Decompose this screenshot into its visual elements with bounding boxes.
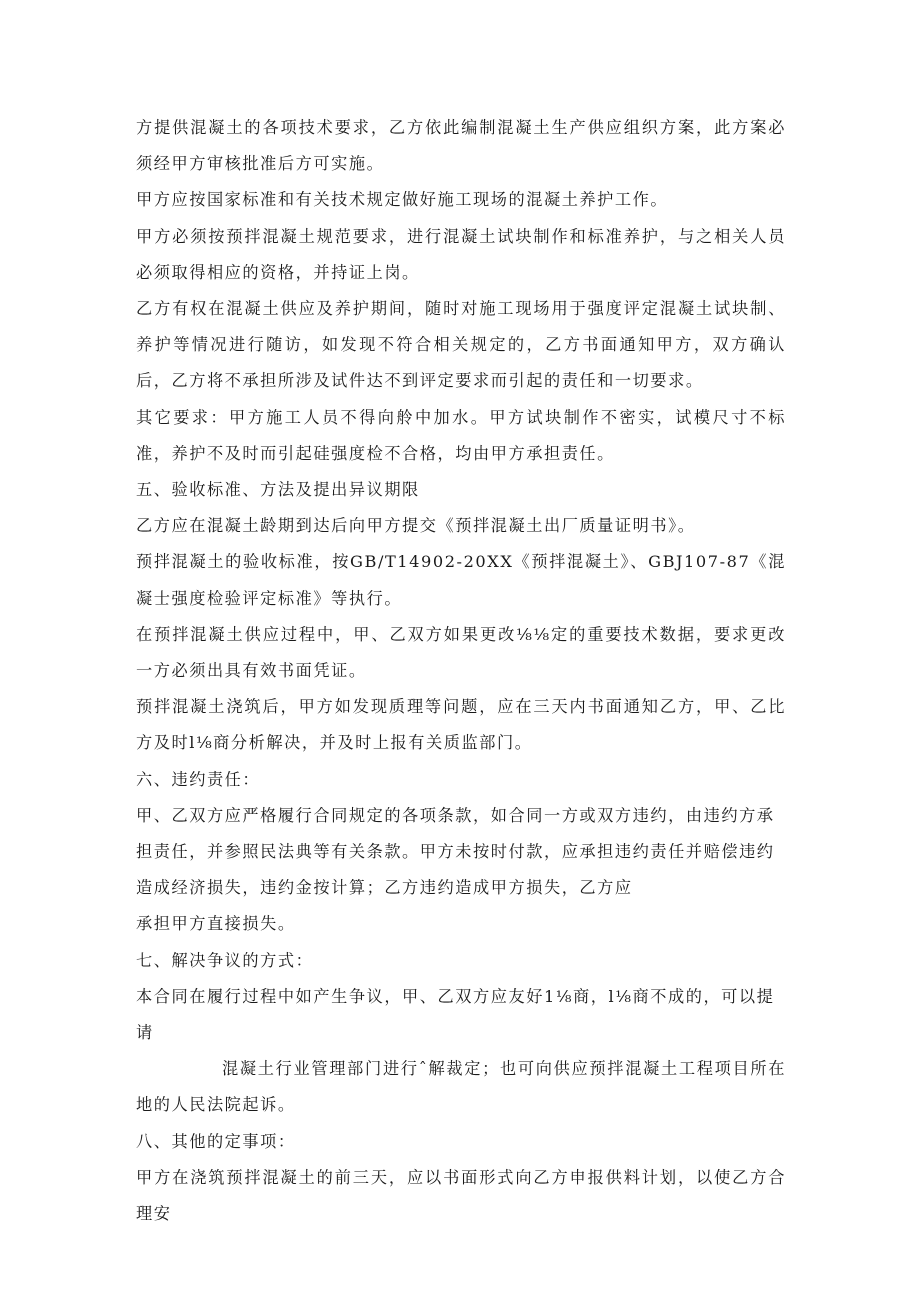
contract-text (136, 110, 786, 1232)
paragraph-quality-issues: 预拌混凝土浇筑后，甲方如发现质理等问题，应在三天内书面通知乙方，甲、乙比方及时l⅛商分析解决，并及时上报有关质监部门。 (136, 697, 786, 753)
paragraph-breach-terms: 甲、乙双方应严格履行合同规定的各项条款，如合同一方或双方违约，由违约方承担责任，并参照民法典等有关条款。甲方未按时付款，应承担违约责任并赔偿违约造成经济损失，违约金按计算；乙方违约造成甲方损失，乙方应 (136, 805, 775, 898)
paragraph-acceptance-standard: 预拌混凝土的验收标准，按GB/T14902-20XX《预拌混凝土》、GBJ107-87《混凝士强度检验评定标准》等执行。 (136, 552, 786, 608)
paragraph-inspection-rights: 乙方有权在混凝土供应及养护期间，随时对施工现场用于强度评定混凝土试块制、养护等情况进行随访，如发现不符合相关规定的，乙方书面通知甲方，双方确认后，乙方将不承担所涉及试件达不到评定要求而引起的责任和一切要求。 (136, 299, 786, 391)
paragraph-technical-requirements: 方提供混凝土的各项技术要求，乙方依此编制混凝土生产供应组织方案，此方案必须经甲方审核批准后方可实施。 (136, 118, 786, 174)
paragraph-change-data: 在预拌混凝土供应过程中，甲、乙双方如果更改⅛⅛定的重要技术数据，要求更改一方必须出具有效书面凭证。 (136, 624, 786, 681)
paragraph-dispute-resolution: 混凝土行业管理部门进行ˆ解裁定；也可向供应预拌混凝土工程项目所在地的人民法院起诉。 (136, 1059, 786, 1115)
paragraph-direct-loss: 承担甲方直接损失。 (136, 914, 296, 934)
paragraph-quality-certificate: 乙方应在混凝土龄期到达后向甲方提交《预拌混凝土出厂质量证明书》。 (136, 516, 696, 536)
section-heading-acceptance: 五、验收标准、方法及提出异议期限 (136, 480, 420, 500)
paragraph-dispute-negotiation: 本合同在履行过程中如产生争议，甲、乙双方应友好1⅛商，l⅛商不成的，可以提请 (136, 986, 775, 1043)
section-heading-dispute: 七、解决争议的方式： (136, 950, 314, 970)
paragraph-supply-plan: 甲方在浇筑预拌混凝土的前三天，应以书面形式向乙方申报供料计划，以使乙方合理安 (136, 1167, 786, 1224)
paragraph-other-requirements: 其它要求：甲方施工人员不得向舲中加水。甲方试块制作不密实，试模尺寸不标准，养护不及时而引起硅强度检不合格，均由甲方承担责任。 (136, 407, 786, 463)
section-heading-liability: 六、违约责任： (136, 769, 261, 789)
paragraph-test-block-duty: 甲方必须按预拌混凝土规范要求，进行混凝土试块制作和标准养护，与之相关人员必须取得相应的资格，并持证上岗。 (136, 226, 786, 282)
section-heading-other-matters: 八、其他的定事项： (136, 1131, 296, 1151)
paragraph-curing-duty: 甲方应按国家标准和有关技术规定做好施工现场的混凝土养护工作。 (136, 190, 669, 210)
